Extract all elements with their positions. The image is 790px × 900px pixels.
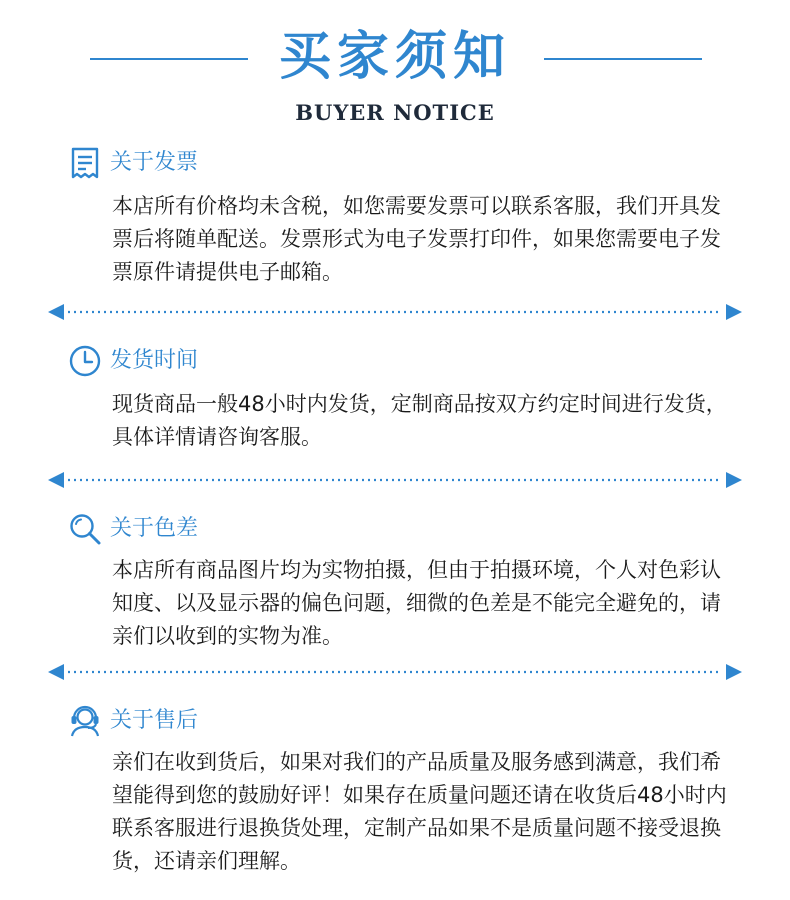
section-title: 关于售后 [110, 708, 199, 733]
dotted-arrow-divider [46, 662, 744, 682]
clock-icon [68, 344, 102, 378]
dotted-arrow-divider [46, 470, 744, 490]
section-title: 关于发票 [110, 150, 199, 175]
section-title: 发货时间 [110, 348, 199, 373]
title-divider-right [544, 58, 702, 60]
header [0, 0, 790, 140]
page-title: 买家须知 [278, 27, 511, 87]
headset-icon [68, 704, 102, 738]
section-title: 关于色差 [110, 516, 199, 541]
section-body: 亲们在收到货后，如果对我们的产品质量及服务感到满意，我们希望能得到您的鼓励好评！如果存在质量问题还请在收货后48小时内联系客服进行退换货处理，定制产品如果不是质量问题不接受退换货，还请亲们理解。 [112, 750, 727, 873]
page-subtitle: BUYER NOTICE [295, 100, 495, 125]
magnifier-icon [68, 512, 102, 546]
section-body: 本店所有价格均未含税，如您需要发票可以联系客服，我们开具发票后将随单配送。发票形式为电子发票打印件，如果您需要电子发票原件请提供电子邮箱。 [112, 194, 721, 284]
section-body: 本店所有商品图片均为实物拍摄，但由于拍摄环境，个人对色彩认知度、以及显示器的偏色问题，细微的色差是不能完全避免的，请亲们以收到的实物为准。 [112, 558, 721, 648]
receipt-icon [68, 146, 102, 180]
dotted-arrow-divider [46, 302, 744, 322]
section-body: 现货商品一般48小时内发货，定制商品按双方约定时间进行发货，具体详情请咨询客服。 [112, 392, 727, 449]
